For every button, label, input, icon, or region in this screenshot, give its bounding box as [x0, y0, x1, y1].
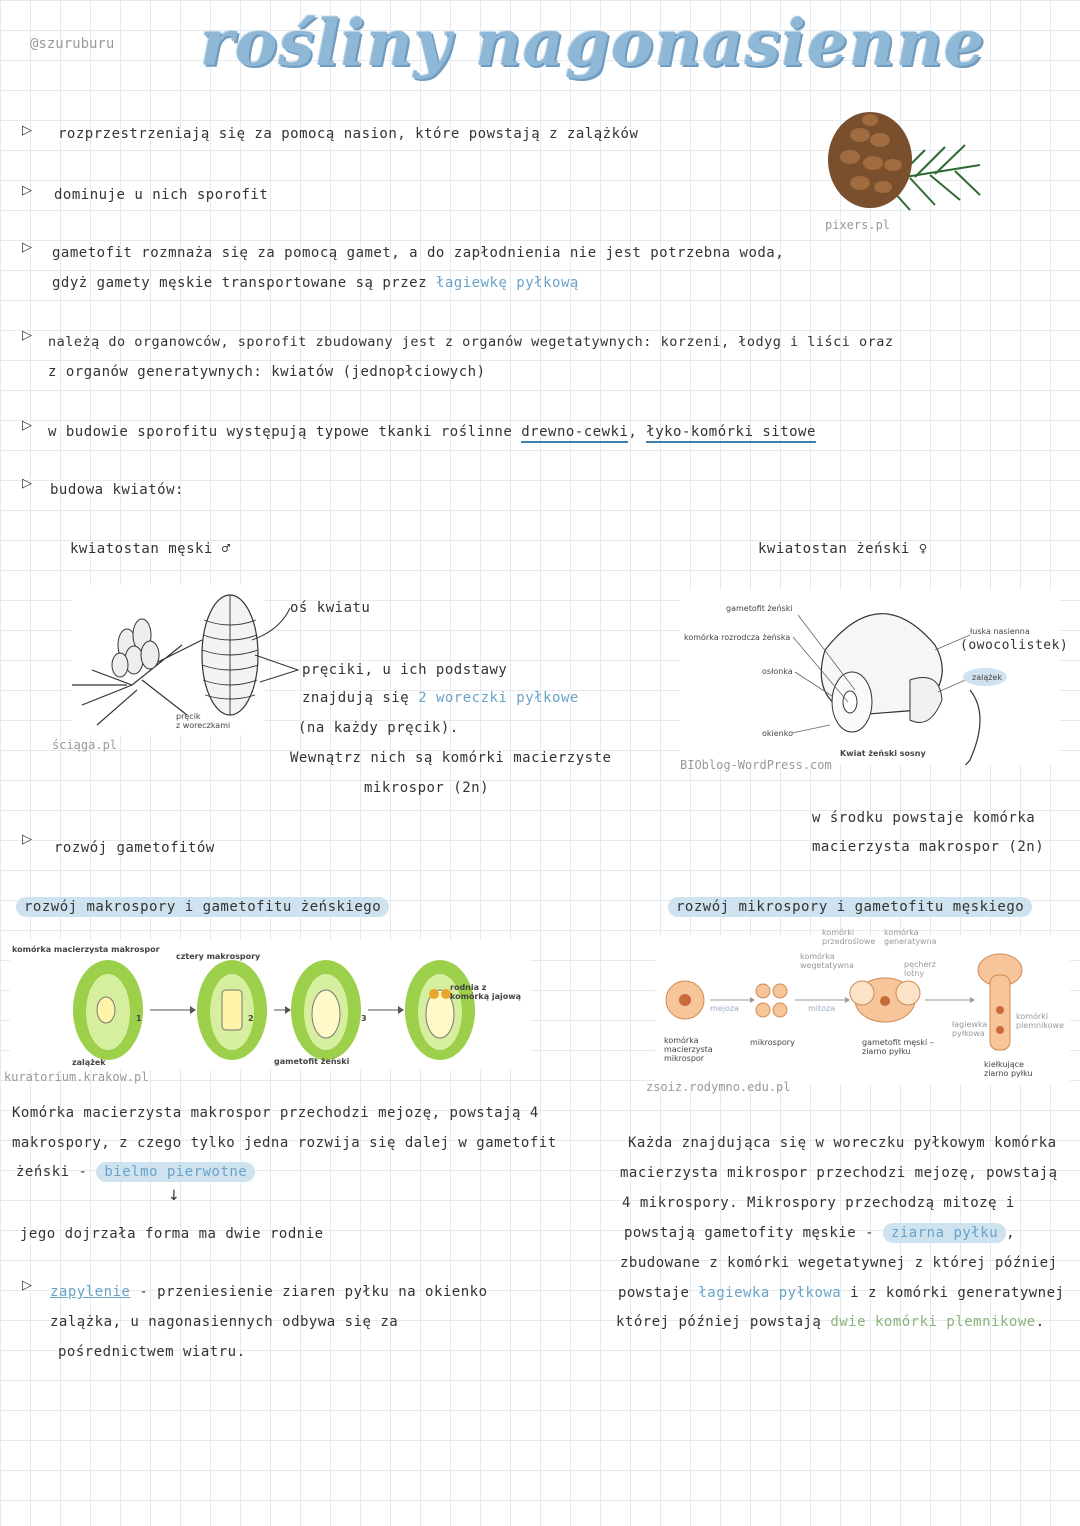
bullet-arrow-icon: ▷ [22, 1278, 32, 1293]
bullet-gametophyte-l1: gametofit rozmnaża się za pomocą gamet, a do zapłodnienia nie jest potrzebna woda, [52, 245, 785, 261]
macro-text-l4: jego dojrzała forma ma dwie rodnie [20, 1226, 324, 1242]
seed-scale-label: łuska nasienna [970, 627, 1030, 636]
generative-text: i z komórki generatywnej [850, 1285, 1065, 1301]
macro-mother-cell-label: komórka macierzysta makrospor [12, 945, 160, 954]
flower-axis-label: oś kwiatu [290, 600, 371, 616]
bullet-gametophyte-l2 [52, 275, 579, 291]
page-title: rośliny nagonasienne [200, 6, 986, 81]
pinecone-credit: pixers.pl [825, 218, 891, 232]
female-figure-credit: BIOblog-WordPress.com [680, 758, 832, 772]
bullet-arrow-icon: ▷ [22, 418, 32, 433]
bullet-organs-l2: z organów generatywnych: kwiatów (jednopłciowych) [48, 364, 486, 380]
bullet-gametophyte-development: rozwój gametofitów [54, 840, 215, 856]
stamens-located: znajdują się [302, 690, 410, 706]
author-handle: @szuruburu [30, 36, 115, 52]
micro-prothallial-label: komórki przedroślowe [822, 928, 876, 946]
macro-text-l2: makrospory, z czego tylko jedna rozwija się dalej w gametofit [12, 1135, 557, 1151]
ovule-label: zalążek [972, 673, 1002, 682]
down-arrow-icon: ↓ [168, 1188, 180, 1204]
seed-scale-note: (owocolistek) [960, 638, 1069, 653]
phloem-term: łyko-komórki sitowe [646, 424, 816, 443]
female-note-l2: macierzysta makrospor (2n) [812, 839, 1045, 855]
micro-sperm-label: komórki plemnikowe [1016, 1012, 1065, 1030]
micro-period: . [1035, 1314, 1045, 1330]
macrospore-heading: rozwój makrospory i gametofitu żeńskiego [16, 897, 389, 917]
bullet-seeds: rozprzestrzeniają się za pomocą nasion, które powstają z zalążków [58, 126, 639, 142]
macro-step-2: 2 [248, 1014, 254, 1023]
micro-text-l7 [616, 1314, 1045, 1330]
pollen-grains-term: ziarna pyłku [883, 1223, 1006, 1243]
micro-text-l3: 4 mikrospory. Mikrospory przechodzą mitozę i [622, 1195, 1015, 1211]
stamen-label-l1: pręcik [176, 712, 201, 721]
micro-text-l6 [618, 1285, 1064, 1301]
pollen-tube-term-2: łagiewka pyłkowa [698, 1285, 842, 1301]
micro-vegetative-label: komórka wegetatywna [800, 952, 854, 970]
micro-text-l5: zbudowane z komórki wegetatywnej z której później [620, 1255, 1058, 1271]
macro-text-l1: Komórka macierzysta makrospor przechodzi mejozę, powstają 4 [12, 1105, 539, 1121]
bullet-arrow-icon: ▷ [22, 123, 32, 138]
male-gametophytes-text: powstają gametofity męskie - [624, 1225, 875, 1241]
female-label: żeński - [16, 1164, 88, 1180]
pollen-tube-term: łagiewkę pyłkową [435, 275, 579, 291]
micro-meiosis-label: mejoza [710, 1004, 739, 1013]
micro-generative-label: komórka generatywna [884, 928, 937, 946]
stamens-text-l3: (na każdy pręcik). [298, 720, 459, 736]
pollen-sacs-term: 2 woreczki pyłkowe [418, 690, 579, 706]
macro-text-l3 [16, 1164, 255, 1180]
macro-gametophyte-label: gametofit żeński [274, 1057, 350, 1066]
micro-text-l4 [624, 1225, 1015, 1241]
bullet-arrow-icon: ▷ [22, 240, 32, 255]
stamens-text-l1: pręciki, u ich podstawy [302, 662, 508, 678]
xylem-term: drewno-cewki [521, 424, 628, 443]
bullet-sporophyte: dominuje u nich sporofit [54, 187, 269, 203]
micropyle-label: okienko [762, 729, 793, 738]
micro-mother-cell-label: komórka macierzysta mikrospor [664, 1036, 713, 1063]
microspore-heading: rozwój mikrospory i gametofitu męskiego [668, 897, 1032, 917]
micro-germinating-label: kiełkujące ziarno pyłku [984, 1060, 1033, 1078]
pollination-l3: pośrednictwem wiatru. [58, 1344, 246, 1360]
tissues-text: w budowie sporofitu występują typowe tkanki roślinne [48, 424, 513, 440]
pollination-term: zapylenie [50, 1284, 131, 1300]
macro-four-spores-label: cztery makrospory [176, 952, 261, 961]
micro-male-gametophyte-label: gametofit męski – ziarno pyłku [862, 1038, 934, 1056]
macro-step-1: 1 [136, 1014, 142, 1023]
bullet-organs-l1: należą do organowców, sporofit zbudowany jest z organów wegetatywnych: korzeni, łodyg i liści oraz [48, 334, 894, 350]
pollination-definition: - przeniesienie ziaren pyłku na okienko [139, 1284, 488, 1300]
micro-mitosis-label: mitoza [808, 1004, 836, 1013]
micro-text-l1: Każda znajdująca się w woreczku pyłkowym komórka [628, 1135, 1057, 1151]
male-flower-heading: kwiatostan męski ♂ [70, 541, 231, 557]
male-figure-credit: ściąga.pl [52, 738, 118, 752]
macro-step-3: 3 [361, 1014, 367, 1023]
bullet-flowers: budowa kwiatów: [50, 482, 184, 498]
bullet-tissues [48, 424, 816, 440]
later-text: której później powstają [616, 1314, 822, 1330]
macro-figure-credit: kuratorium.krakow.pl [4, 1070, 149, 1084]
micro-text-l2: macierzysta mikrospor przechodzi mejozę, powstają [620, 1165, 1058, 1181]
arises-text: powstaje [618, 1285, 690, 1301]
female-figure-caption: Kwiat żeński sosny [840, 749, 926, 758]
pollination-l2: zalążka, u nagonasiennych odbywa się za [50, 1314, 399, 1330]
micro-pollen-tube-label: łagiewka pyłkowa [952, 1020, 988, 1038]
female-cone-figure [680, 590, 1060, 765]
macro-ovule-label: zalążek [72, 1058, 106, 1067]
stamen-figure-label [176, 712, 230, 730]
pinecone-image [815, 95, 985, 225]
primary-endosperm-term: bielmo pierwotne [96, 1162, 255, 1182]
stamens-text-l5: mikrospor (2n) [364, 780, 490, 796]
macrospore-figure [10, 940, 530, 1070]
micro-microspores-label: mikrospory [750, 1038, 795, 1047]
stamen-label-l2: z woreczkami [176, 721, 231, 730]
sperm-cells-term: dwie komórki plemnikowe [830, 1314, 1036, 1330]
gametophyte-text: gdyż gamety męskie transportowane są przez [52, 275, 428, 291]
macro-archegonium-label: rodnia z komórką jajową [450, 983, 522, 1001]
bullet-arrow-icon: ▷ [22, 476, 32, 491]
tissues-comma: , [628, 424, 638, 440]
bullet-arrow-icon: ▷ [22, 328, 32, 343]
female-note-l1: w środku powstaje komórka [812, 810, 1036, 826]
micro-air-bladder-label: pęcherz lotny [904, 960, 936, 978]
micro-comma: , [1006, 1225, 1016, 1241]
female-mother-cell-label: komórka rozrodcza żeńska [684, 633, 791, 642]
female-flower-heading: kwiatostan żeński ♀ [758, 541, 928, 557]
stamens-text-l2 [302, 690, 579, 706]
pollination-l1 [50, 1284, 488, 1300]
bullet-arrow-icon: ▷ [22, 832, 32, 847]
male-cone-figure [72, 585, 264, 735]
female-gametophyte-label: gametofit żeński [726, 604, 793, 613]
bullet-arrow-icon: ▷ [22, 183, 32, 198]
stamens-text-l4: Wewnątrz nich są komórki macierzyste [290, 750, 612, 766]
integument-label: osłonka [762, 667, 793, 676]
micro-figure-credit: zsoiz.rodymno.edu.pl [646, 1080, 791, 1094]
